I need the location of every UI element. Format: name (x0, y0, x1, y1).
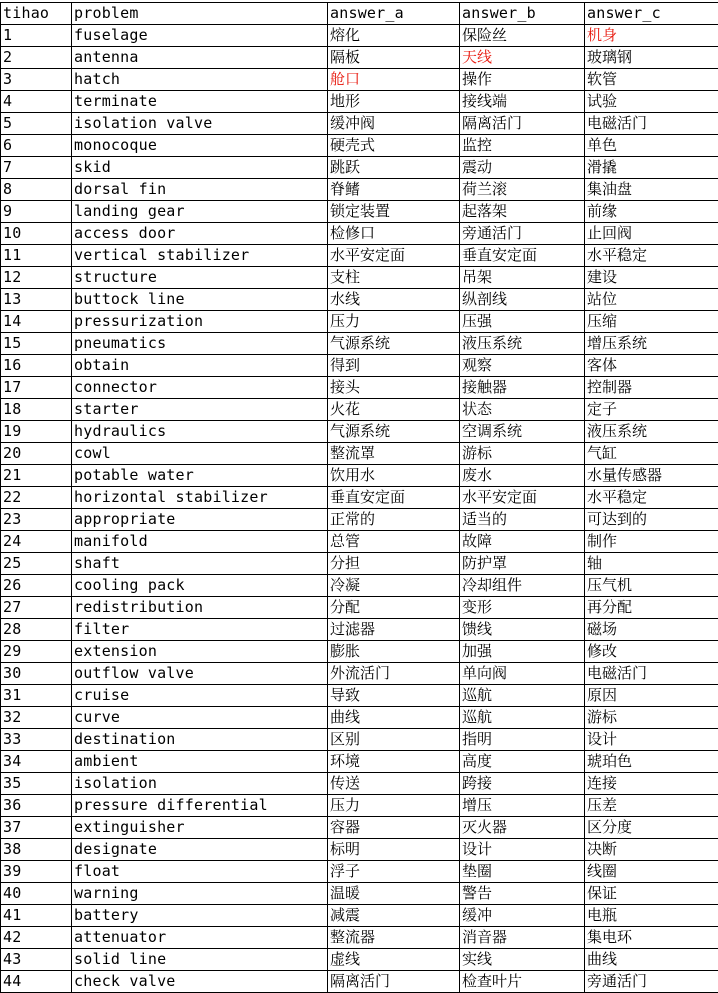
cell-problem[interactable]: terminate (72, 91, 328, 113)
cell-answer-c[interactable]: 玻璃钢 (585, 47, 718, 69)
cell-tihao[interactable]: 37 (1, 817, 72, 839)
cell-tihao[interactable]: 29 (1, 641, 72, 663)
cell-answer-a[interactable]: 火花 (328, 399, 460, 421)
cell-problem[interactable]: potable water (72, 465, 328, 487)
cell-answer-b[interactable]: 巡航 (460, 685, 585, 707)
cell-answer-b[interactable]: 荷兰滚 (460, 179, 585, 201)
cell-answer-c[interactable]: 试验 (585, 91, 718, 113)
cell-tihao[interactable]: 24 (1, 531, 72, 553)
cell-tihao[interactable]: 30 (1, 663, 72, 685)
cell-problem[interactable]: check valve (72, 971, 328, 993)
cell-tihao[interactable]: 13 (1, 289, 72, 311)
cell-answer-b[interactable]: 灭火器 (460, 817, 585, 839)
cell-tihao[interactable]: 23 (1, 509, 72, 531)
cell-answer-a[interactable]: 温暖 (328, 883, 460, 905)
cell-tihao[interactable]: 34 (1, 751, 72, 773)
cell-answer-a[interactable]: 隔离活门 (328, 971, 460, 993)
cell-answer-c[interactable]: 建设 (585, 267, 718, 289)
cell-answer-b[interactable]: 压强 (460, 311, 585, 333)
cell-answer-c[interactable]: 保证 (585, 883, 718, 905)
table-row (1, 597, 718, 619)
cell-tihao[interactable]: 17 (1, 377, 72, 399)
table-row (1, 25, 718, 47)
cell-tihao[interactable]: 12 (1, 267, 72, 289)
cell-answer-a[interactable]: 膨胀 (328, 641, 460, 663)
table-row (1, 861, 718, 883)
header-row (1, 3, 718, 25)
table-row (1, 91, 718, 113)
cell-answer-c[interactable]: 设计 (585, 729, 718, 751)
cell-problem[interactable]: filter (72, 619, 328, 641)
cell-answer-c[interactable]: 液压系统 (585, 421, 718, 443)
cell-answer-c[interactable]: 连接 (585, 773, 718, 795)
cell-tihao[interactable]: 25 (1, 553, 72, 575)
cell-answer-c[interactable]: 增压系统 (585, 333, 718, 355)
table-row (1, 377, 718, 399)
cell-answer-a[interactable]: 整流器 (328, 927, 460, 949)
table-row (1, 927, 718, 949)
cell-tihao[interactable]: 18 (1, 399, 72, 421)
cell-problem[interactable]: connector (72, 377, 328, 399)
cell-answer-c[interactable]: 旁通活门 (585, 971, 718, 993)
table-row (1, 685, 718, 707)
table-row (1, 487, 718, 509)
cell-answer-a[interactable]: 支柱 (328, 267, 460, 289)
cell-answer-a[interactable]: 外流活门 (328, 663, 460, 685)
cell-problem[interactable]: cowl (72, 443, 328, 465)
cell-answer-b[interactable]: 旁通活门 (460, 223, 585, 245)
cell-tihao[interactable]: 4 (1, 91, 72, 113)
cell-answer-a[interactable]: 分担 (328, 553, 460, 575)
cell-problem[interactable]: access door (72, 223, 328, 245)
cell-answer-b[interactable]: 跨接 (460, 773, 585, 795)
cell-problem[interactable]: solid line (72, 949, 328, 971)
cell-answer-b[interactable]: 接线端 (460, 91, 585, 113)
cell-tihao[interactable]: 22 (1, 487, 72, 509)
cell-problem[interactable]: extinguisher (72, 817, 328, 839)
cell-answer-a[interactable]: 总管 (328, 531, 460, 553)
cell-answer-b[interactable]: 警告 (460, 883, 585, 905)
cell-answer-b[interactable]: 单向阀 (460, 663, 585, 685)
cell-answer-c[interactable]: 磁场 (585, 619, 718, 641)
table-row (1, 641, 718, 663)
cell-problem[interactable]: float (72, 861, 328, 883)
cell-answer-a[interactable]: 舱口 (328, 69, 460, 91)
cell-problem[interactable]: shaft (72, 553, 328, 575)
cell-answer-b[interactable]: 观察 (460, 355, 585, 377)
cell-answer-a[interactable]: 隔板 (328, 47, 460, 69)
cell-answer-c[interactable]: 气缸 (585, 443, 718, 465)
cell-answer-b[interactable]: 适当的 (460, 509, 585, 531)
cell-problem[interactable]: pneumatics (72, 333, 328, 355)
cell-answer-a[interactable]: 标明 (328, 839, 460, 861)
cell-answer-a[interactable]: 得到 (328, 355, 460, 377)
cell-answer-a[interactable]: 锁定装置 (328, 201, 460, 223)
cell-answer-a[interactable]: 正常的 (328, 509, 460, 531)
table-row (1, 795, 718, 817)
table-row (1, 399, 718, 421)
cell-answer-c[interactable]: 修改 (585, 641, 718, 663)
header-cell-answer-c[interactable]: answer_c (585, 3, 718, 25)
cell-problem[interactable]: isolation valve (72, 113, 328, 135)
cell-answer-c[interactable]: 水平稳定 (585, 487, 718, 509)
cell-answer-a[interactable]: 检修口 (328, 223, 460, 245)
cell-tihao[interactable]: 44 (1, 971, 72, 993)
cell-answer-b[interactable]: 起落架 (460, 201, 585, 223)
cell-problem[interactable]: monocoque (72, 135, 328, 157)
cell-answer-c[interactable]: 原因 (585, 685, 718, 707)
table-row (1, 113, 718, 135)
cell-answer-c[interactable]: 区分度 (585, 817, 718, 839)
cell-answer-c[interactable]: 曲线 (585, 949, 718, 971)
cell-answer-a[interactable]: 分配 (328, 597, 460, 619)
cell-answer-a[interactable]: 浮子 (328, 861, 460, 883)
cell-answer-b[interactable]: 保险丝 (460, 25, 585, 47)
table-row (1, 509, 718, 531)
cell-problem[interactable]: manifold (72, 531, 328, 553)
cell-answer-c[interactable]: 机身 (585, 25, 718, 47)
cell-answer-c[interactable]: 可达到的 (585, 509, 718, 531)
cell-answer-c[interactable]: 电瓶 (585, 905, 718, 927)
cell-answer-c[interactable]: 轴 (585, 553, 718, 575)
header-cell-answer-b[interactable]: answer_b (460, 3, 585, 25)
cell-problem[interactable]: outflow valve (72, 663, 328, 685)
table-row (1, 949, 718, 971)
cell-answer-b[interactable]: 冷却组件 (460, 575, 585, 597)
cell-answer-b[interactable]: 震动 (460, 157, 585, 179)
cell-problem[interactable]: hydraulics (72, 421, 328, 443)
cell-answer-b[interactable]: 巡航 (460, 707, 585, 729)
cell-answer-b[interactable]: 防护罩 (460, 553, 585, 575)
cell-problem[interactable]: isolation (72, 773, 328, 795)
cell-answer-c[interactable]: 水量传感器 (585, 465, 718, 487)
cell-problem[interactable]: dorsal fin (72, 179, 328, 201)
table-row (1, 575, 718, 597)
cell-problem[interactable]: buttock line (72, 289, 328, 311)
cell-tihao[interactable]: 36 (1, 795, 72, 817)
cell-answer-b[interactable]: 故障 (460, 531, 585, 553)
cell-answer-b[interactable]: 垂直安定面 (460, 245, 585, 267)
table-row (1, 157, 718, 179)
cell-problem[interactable]: fuselage (72, 25, 328, 47)
cell-answer-a[interactable]: 冷凝 (328, 575, 460, 597)
cell-tihao[interactable]: 26 (1, 575, 72, 597)
table-row (1, 135, 718, 157)
cell-answer-a[interactable]: 熔化 (328, 25, 460, 47)
table-row (1, 751, 718, 773)
cell-answer-a[interactable]: 气源系统 (328, 421, 460, 443)
cell-tihao[interactable]: 21 (1, 465, 72, 487)
cell-answer-a[interactable]: 跳跃 (328, 157, 460, 179)
cell-answer-a[interactable]: 压力 (328, 311, 460, 333)
header-cell-answer-a[interactable]: answer_a (328, 3, 460, 25)
cell-tihao[interactable]: 15 (1, 333, 72, 355)
table-row (1, 619, 718, 641)
table-row (1, 69, 718, 91)
cell-answer-c[interactable]: 集油盘 (585, 179, 718, 201)
table-row (1, 729, 718, 751)
table-row (1, 333, 718, 355)
cell-answer-a[interactable]: 导致 (328, 685, 460, 707)
cell-answer-a[interactable]: 区别 (328, 729, 460, 751)
table-row (1, 179, 718, 201)
cell-answer-c[interactable]: 前缘 (585, 201, 718, 223)
cell-tihao[interactable]: 20 (1, 443, 72, 465)
cell-tihao[interactable]: 41 (1, 905, 72, 927)
table-row (1, 553, 718, 575)
cell-tihao[interactable]: 38 (1, 839, 72, 861)
table-row (1, 817, 718, 839)
cell-answer-b[interactable]: 垫圈 (460, 861, 585, 883)
cell-problem[interactable]: cruise (72, 685, 328, 707)
cell-problem[interactable]: pressure differential (72, 795, 328, 817)
cell-answer-b[interactable]: 高度 (460, 751, 585, 773)
cell-answer-b[interactable]: 馈线 (460, 619, 585, 641)
cell-tihao[interactable]: 35 (1, 773, 72, 795)
cell-answer-c[interactable]: 止回阀 (585, 223, 718, 245)
cell-problem[interactable]: horizontal stabilizer (72, 487, 328, 509)
table-row (1, 773, 718, 795)
table-row (1, 201, 718, 223)
cell-answer-c[interactable]: 压差 (585, 795, 718, 817)
cell-tihao[interactable]: 14 (1, 311, 72, 333)
cell-problem[interactable]: destination (72, 729, 328, 751)
cell-answer-c[interactable]: 压气机 (585, 575, 718, 597)
cell-answer-c[interactable]: 水平稳定 (585, 245, 718, 267)
cell-answer-c[interactable]: 电磁活门 (585, 113, 718, 135)
cell-tihao[interactable]: 16 (1, 355, 72, 377)
cell-answer-b[interactable]: 吊架 (460, 267, 585, 289)
table-row (1, 465, 718, 487)
cell-tihao[interactable]: 33 (1, 729, 72, 751)
table-row (1, 531, 718, 553)
cell-answer-c[interactable]: 线圈 (585, 861, 718, 883)
cell-answer-a[interactable]: 地形 (328, 91, 460, 113)
cell-answer-a[interactable]: 环境 (328, 751, 460, 773)
cell-answer-c[interactable]: 客体 (585, 355, 718, 377)
table-row (1, 245, 718, 267)
cell-answer-b[interactable]: 消音器 (460, 927, 585, 949)
cell-answer-b[interactable]: 游标 (460, 443, 585, 465)
cell-problem[interactable]: curve (72, 707, 328, 729)
cell-tihao[interactable]: 39 (1, 861, 72, 883)
table-row (1, 355, 718, 377)
cell-answer-b[interactable]: 变形 (460, 597, 585, 619)
cell-answer-b[interactable]: 天线 (460, 47, 585, 69)
cell-answer-b[interactable]: 检查叶片 (460, 971, 585, 993)
table-row (1, 883, 718, 905)
cell-answer-a[interactable]: 虚线 (328, 949, 460, 971)
cell-answer-b[interactable]: 纵剖线 (460, 289, 585, 311)
cell-tihao[interactable]: 11 (1, 245, 72, 267)
table-row (1, 905, 718, 927)
table-row (1, 421, 718, 443)
cell-answer-b[interactable]: 加强 (460, 641, 585, 663)
cell-answer-a[interactable]: 接头 (328, 377, 460, 399)
table-row (1, 47, 718, 69)
cell-tihao[interactable]: 32 (1, 707, 72, 729)
header-cell-tihao[interactable]: tihao (1, 3, 72, 25)
cell-tihao[interactable]: 10 (1, 223, 72, 245)
cell-answer-c[interactable]: 定子 (585, 399, 718, 421)
cell-tihao[interactable]: 40 (1, 883, 72, 905)
cell-answer-b[interactable]: 空调系统 (460, 421, 585, 443)
cell-answer-b[interactable]: 增压 (460, 795, 585, 817)
table-row (1, 971, 718, 993)
cell-problem[interactable]: structure (72, 267, 328, 289)
cell-answer-a[interactable]: 传送 (328, 773, 460, 795)
cell-answer-a[interactable]: 曲线 (328, 707, 460, 729)
cell-problem[interactable]: ambient (72, 751, 328, 773)
cell-tihao[interactable]: 2 (1, 47, 72, 69)
cell-tihao[interactable]: 42 (1, 927, 72, 949)
cell-answer-b[interactable]: 操作 (460, 69, 585, 91)
cell-answer-c[interactable]: 压缩 (585, 311, 718, 333)
cell-answer-a[interactable]: 脊鳍 (328, 179, 460, 201)
table-row (1, 707, 718, 729)
table-row (1, 839, 718, 861)
cell-problem[interactable]: obtain (72, 355, 328, 377)
cell-answer-a[interactable]: 水线 (328, 289, 460, 311)
cell-answer-c[interactable]: 站位 (585, 289, 718, 311)
cell-problem[interactable]: attenuator (72, 927, 328, 949)
cell-problem[interactable]: warning (72, 883, 328, 905)
cell-answer-b[interactable]: 隔离活门 (460, 113, 585, 135)
cell-answer-a[interactable]: 减震 (328, 905, 460, 927)
cell-answer-a[interactable]: 过滤器 (328, 619, 460, 641)
cell-answer-b[interactable]: 缓冲 (460, 905, 585, 927)
cell-answer-c[interactable]: 制作 (585, 531, 718, 553)
cell-answer-b[interactable]: 液压系统 (460, 333, 585, 355)
cell-answer-c[interactable]: 软管 (585, 69, 718, 91)
cell-answer-b[interactable]: 接触器 (460, 377, 585, 399)
cell-answer-c[interactable]: 琥珀色 (585, 751, 718, 773)
cell-problem[interactable]: appropriate (72, 509, 328, 531)
cell-problem[interactable]: battery (72, 905, 328, 927)
cell-tihao[interactable]: 6 (1, 135, 72, 157)
cell-answer-b[interactable]: 指明 (460, 729, 585, 751)
cell-problem[interactable]: designate (72, 839, 328, 861)
cell-answer-c[interactable]: 单色 (585, 135, 718, 157)
cell-answer-c[interactable]: 控制器 (585, 377, 718, 399)
cell-tihao[interactable]: 1 (1, 25, 72, 47)
cell-answer-b[interactable]: 设计 (460, 839, 585, 861)
cell-answer-a[interactable]: 容器 (328, 817, 460, 839)
cell-answer-b[interactable]: 实线 (460, 949, 585, 971)
table-row (1, 311, 718, 333)
cell-answer-a[interactable]: 硬壳式 (328, 135, 460, 157)
cell-tihao[interactable]: 5 (1, 113, 72, 135)
cell-answer-b[interactable]: 废水 (460, 465, 585, 487)
cell-answer-a[interactable]: 饮用水 (328, 465, 460, 487)
cell-tihao[interactable]: 3 (1, 69, 72, 91)
cell-problem[interactable]: landing gear (72, 201, 328, 223)
cell-tihao[interactable]: 8 (1, 179, 72, 201)
cell-tihao[interactable]: 43 (1, 949, 72, 971)
cell-answer-c[interactable]: 滑撬 (585, 157, 718, 179)
spreadsheet-table (0, 2, 718, 993)
header-cell-problem[interactable]: problem (72, 3, 328, 25)
table-row (1, 443, 718, 465)
cell-answer-b[interactable]: 水平安定面 (460, 487, 585, 509)
cell-problem[interactable]: antenna (72, 47, 328, 69)
cell-answer-c[interactable]: 决断 (585, 839, 718, 861)
cell-tihao[interactable]: 7 (1, 157, 72, 179)
cell-problem[interactable]: extension (72, 641, 328, 663)
cell-problem[interactable]: redistribution (72, 597, 328, 619)
cell-problem[interactable]: pressurization (72, 311, 328, 333)
cell-answer-a[interactable]: 压力 (328, 795, 460, 817)
cell-answer-a[interactable]: 整流罩 (328, 443, 460, 465)
cell-tihao[interactable]: 19 (1, 421, 72, 443)
cell-answer-b[interactable]: 监控 (460, 135, 585, 157)
cell-answer-a[interactable]: 缓冲阀 (328, 113, 460, 135)
cell-answer-c[interactable]: 游标 (585, 707, 718, 729)
cell-tihao[interactable]: 27 (1, 597, 72, 619)
cell-answer-a[interactable]: 气源系统 (328, 333, 460, 355)
table-row (1, 223, 718, 245)
cell-problem[interactable]: starter (72, 399, 328, 421)
cell-answer-c[interactable]: 集电环 (585, 927, 718, 949)
cell-answer-c[interactable]: 再分配 (585, 597, 718, 619)
cell-problem[interactable]: vertical stabilizer (72, 245, 328, 267)
cell-tihao[interactable]: 31 (1, 685, 72, 707)
table-row (1, 267, 718, 289)
cell-answer-c[interactable]: 电磁活门 (585, 663, 718, 685)
cell-answer-b[interactable]: 状态 (460, 399, 585, 421)
cell-problem[interactable]: skid (72, 157, 328, 179)
cell-problem[interactable]: cooling pack (72, 575, 328, 597)
table-row (1, 289, 718, 311)
cell-answer-a[interactable]: 垂直安定面 (328, 487, 460, 509)
cell-answer-a[interactable]: 水平安定面 (328, 245, 460, 267)
cell-problem[interactable]: hatch (72, 69, 328, 91)
cell-tihao[interactable]: 9 (1, 201, 72, 223)
cell-tihao[interactable]: 28 (1, 619, 72, 641)
table-row (1, 663, 718, 685)
